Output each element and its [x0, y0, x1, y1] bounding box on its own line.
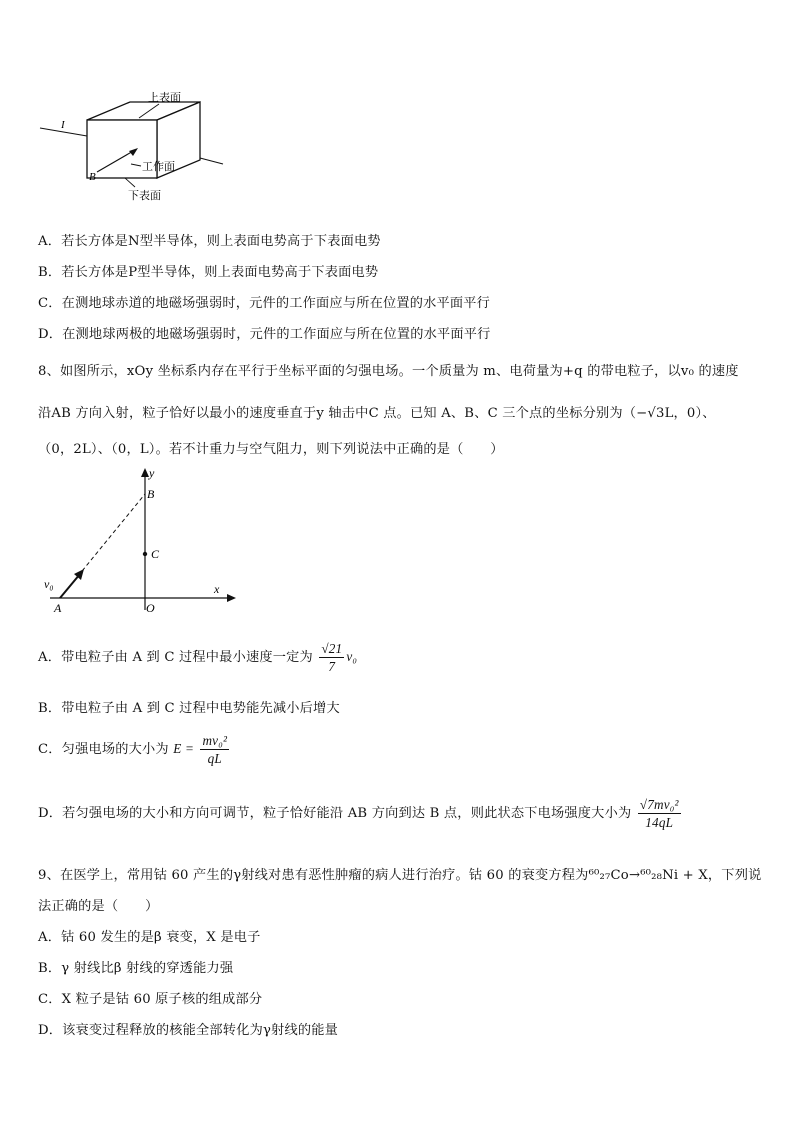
q7-option-d: D．在测地球两极的地磁场强弱时，元件的工作面应与所在位置的水平面平行 [38, 327, 491, 342]
q8-stem-line3: （0，2L）、（0，L）。若不计重力与空气阻力，则下列说法中正确的是（ ） [38, 442, 504, 457]
q9-stem-text: 9、在医学上，常用钴 60 产生的γ射线对患有恶性肿瘤的病人进行治疗。钴 60 的衰变方程为 [38, 868, 589, 883]
q9-stem-tail: ，下列说 [707, 868, 762, 883]
axis-label-y: y [149, 466, 155, 480]
q9-decay-equation: ⁶⁰₂₇Co→⁶⁰₂₈Ni + X [588, 868, 708, 883]
q8-stem-line2: 沿AB 方向入射，粒子恰好以最小的速度垂直于y 轴击中C 点。已知 A、B、C 三个点的坐标分别为（−√3L，0）、 [38, 406, 716, 421]
q8-option-b: B．带电粒子由 A 到 C 过程中电势能先减小后增大 [38, 701, 340, 716]
hall-element-figure [35, 90, 225, 210]
point-label-O: O [146, 601, 155, 615]
q8-stem-line1: 8、如图所示，xOy 坐标系内存在平行于坐标平面的匀强电场。一个质量为 m、电荷量为+q 的带电粒子，以v₀ 的速度 [38, 364, 739, 379]
q9-option-c: C．X 粒子是钴 60 原子核的组成部分 [38, 992, 263, 1007]
label-work-surface: 工作面 [142, 161, 175, 173]
q7-option-b: B．若长方体是P型半导体，则上表面电势高于下表面电势 [38, 265, 379, 280]
q8-option-c-numerator: mv₀² [202, 733, 228, 748]
q9-stem-line1 [38, 864, 761, 883]
q8-option-c-fraction [200, 732, 229, 767]
point-label-A: A [54, 601, 62, 615]
q8-option-c-denominator: qL [207, 751, 222, 766]
axis-label-x: x [214, 582, 220, 596]
label-bottom-surface: 下表面 [128, 190, 161, 202]
q9-stem-line2: 法正确的是（ ） [38, 899, 159, 914]
label-field-B: B [89, 171, 96, 183]
q8-option-a [38, 640, 357, 675]
q8-option-a-tail: v₀ [346, 649, 358, 664]
q9-option-d: D．该衰变过程释放的核能全部转化为γ射线的能量 [38, 1023, 338, 1038]
q9-option-b: B．γ 射线比β 射线的穿透能力强 [38, 961, 234, 976]
q8-option-c-lhs: E = [173, 741, 195, 756]
q8-option-a-denominator: 7 [328, 659, 336, 674]
velocity-label-v0: v₀ [44, 577, 54, 591]
q7-option-c: C．在测地球赤道的地磁场强弱时，元件的工作面应与所在位置的水平面平行 [38, 296, 491, 311]
q7-option-a: A．若长方体是N型半导体，则上表面电势高于下表面电势 [38, 234, 381, 249]
q8-option-a-numerator: √21 [321, 641, 343, 656]
q8-option-a-fraction [319, 640, 344, 675]
q8-option-d-denominator: 14qL [645, 815, 674, 830]
label-current-I: I [61, 119, 65, 131]
q8-option-c-text: C．匀强电场的大小为 [38, 742, 169, 757]
q8-coordinate-figure [38, 464, 243, 616]
label-top-surface: 上表面 [148, 92, 181, 104]
point-label-B: B [147, 487, 155, 501]
q8-option-d-numerator: √7mv₀² [639, 797, 679, 812]
point-label-C: C [151, 547, 160, 561]
q9-option-a: A．钴 60 发生的是β 衰变，X 是电子 [38, 930, 261, 945]
q8-option-c [38, 732, 231, 767]
q8-option-d-fraction [638, 796, 681, 831]
q8-option-d [38, 796, 683, 831]
q8-option-a-text: A．带电粒子由 A 到 C 过程中最小速度一定为 [38, 650, 313, 665]
q8-option-d-text: D．若匀强电场的大小和方向可调节，粒子恰好能沿 AB 方向到达 B 点，则此状态下电场强度大小为 [38, 806, 632, 821]
